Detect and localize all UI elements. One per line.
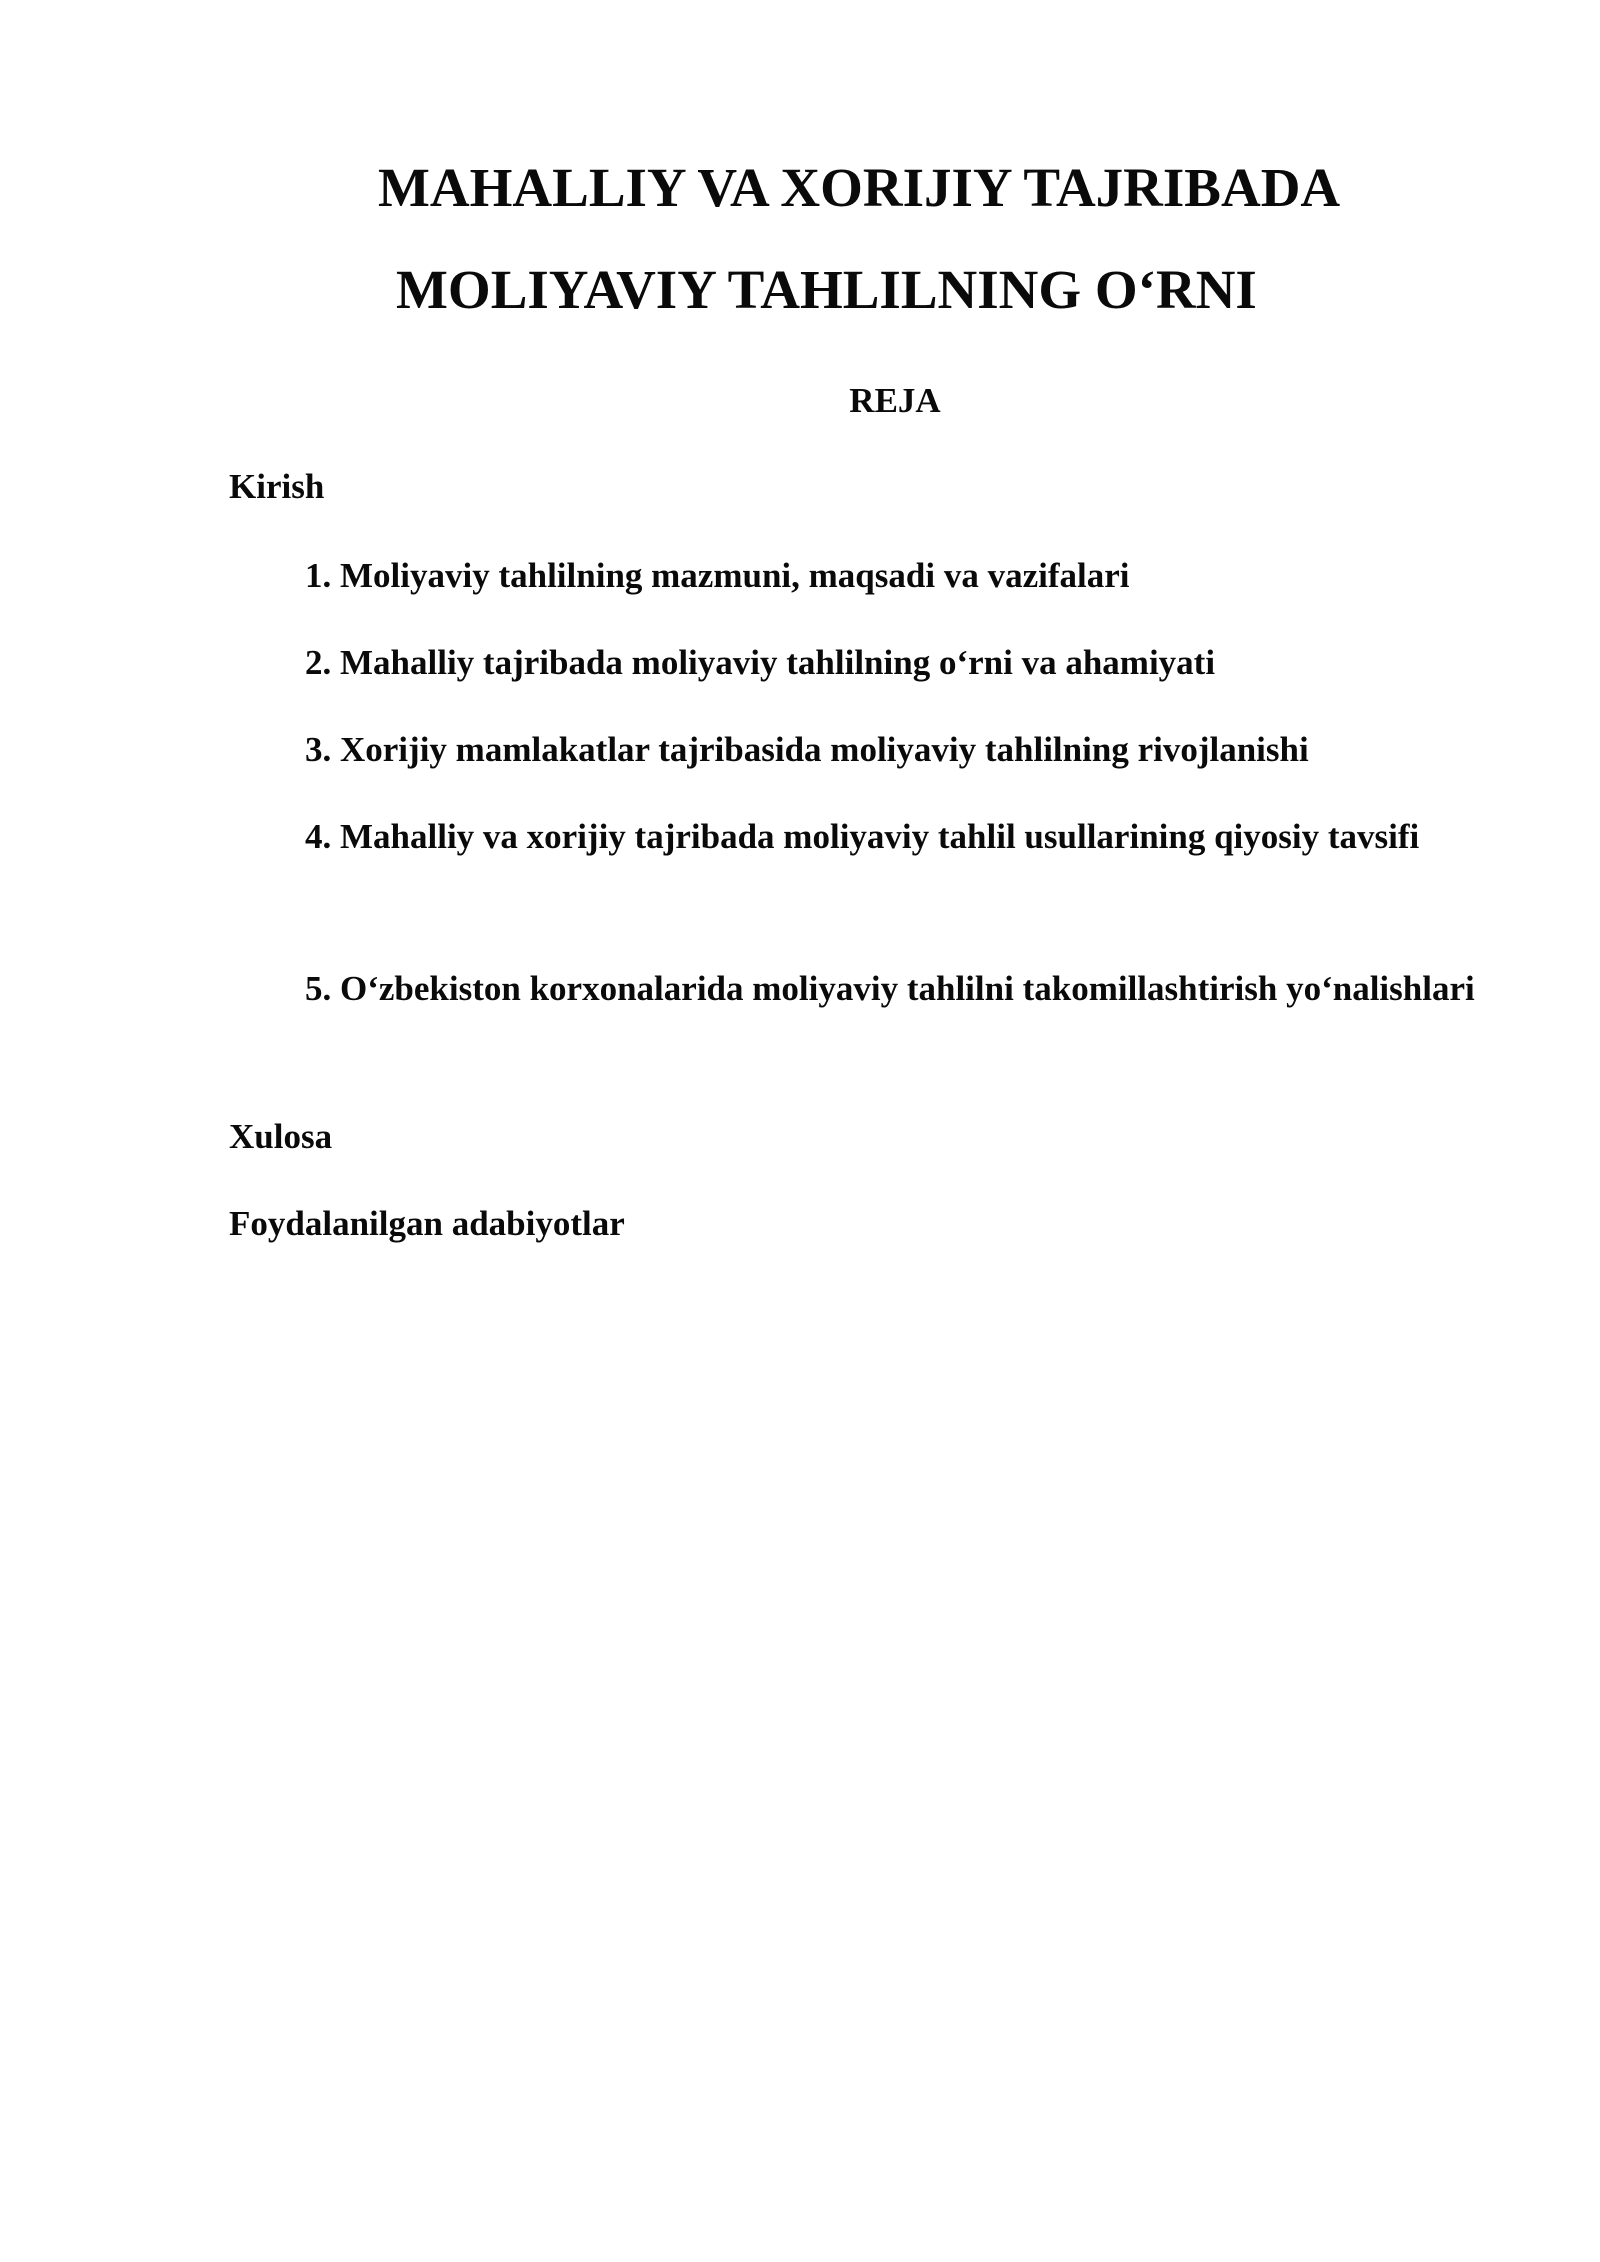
toc-item-4: 4. Mahalliy va xorijiy tajribada moliyaviy tahlil usullarining qiyosiy tavsifi xyxy=(305,817,1420,856)
toc-item-2: 2. Mahalliy tajribada moliyaviy tahlilning o‘rni va ahamiyati xyxy=(305,643,1216,682)
toc-conclusion: Xulosa xyxy=(229,1117,333,1156)
toc-item-5: 5. O‘zbekiston korxonalarida moliyaviy tahlilni takomillashtirish yo‘nalishlari xyxy=(305,969,1475,1008)
document-title-line-2: MOLIYAVIY TAHLILNING O‘RNI xyxy=(396,259,1257,320)
toc-intro: Kirish xyxy=(229,467,325,506)
toc-item-1: 1. Moliyaviy tahlilning mazmuni, maqsadi va vazifalari xyxy=(305,556,1130,595)
document-title-line-1: MAHALLIY VA XORIJIY TAJRIBADA xyxy=(378,157,1341,218)
toc-references: Foydalanilgan adabiyotlar xyxy=(229,1204,625,1243)
toc-item-3: 3. Xorijiy mamlakatlar tajribasida moliyaviy tahlilning rivojlanishi xyxy=(305,730,1309,769)
plan-heading: REJA xyxy=(849,381,941,420)
